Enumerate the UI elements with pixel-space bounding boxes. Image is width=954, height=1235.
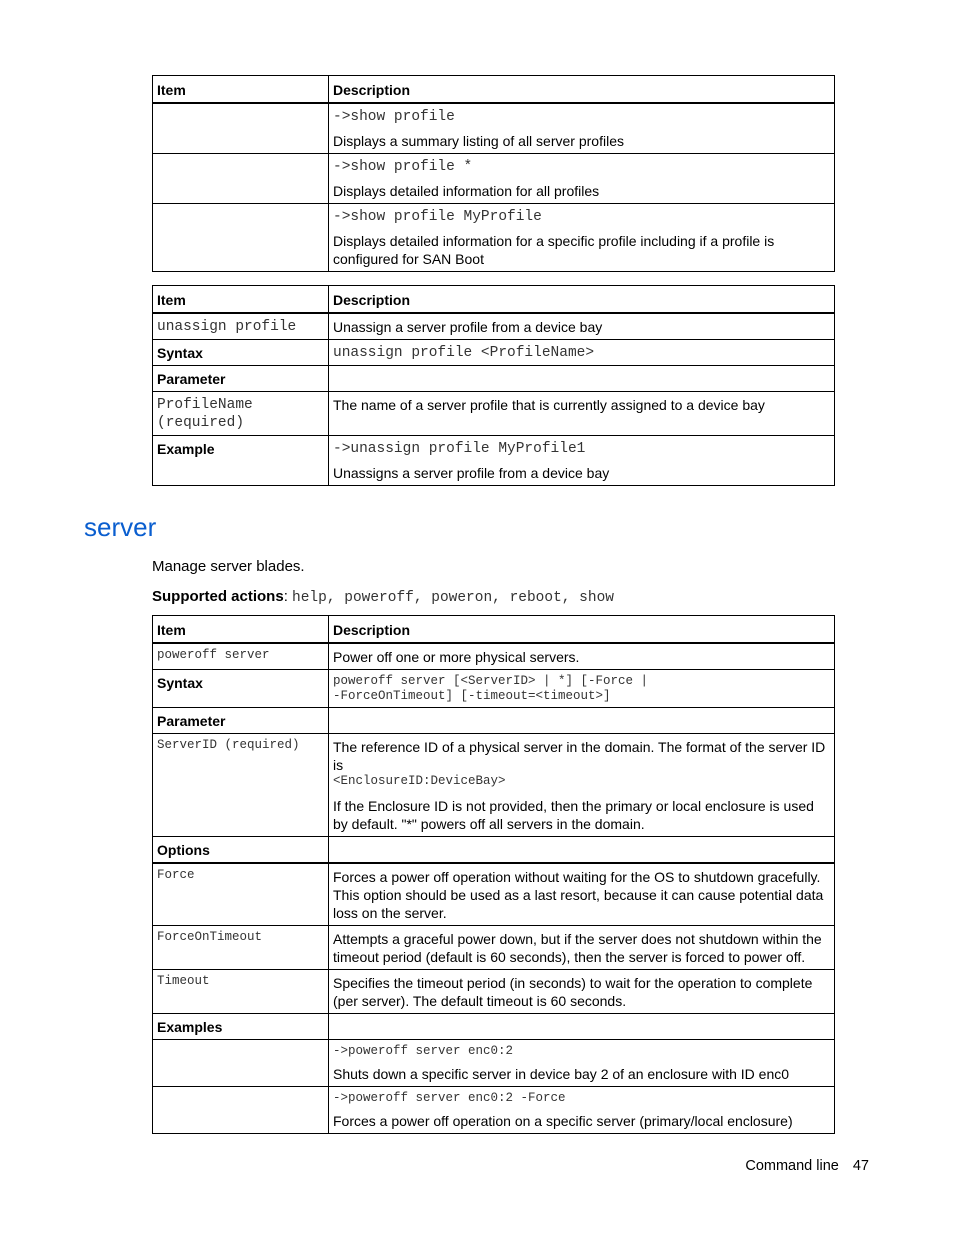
option-description: Forces a power off operation without waiting for the OS to shutdown gracefully. This option should be used as a last resort, because it can cause potential data loss on the server. [329, 863, 835, 926]
example-command: ->show profile [333, 109, 455, 125]
header-item: Item [153, 616, 329, 644]
syntax-value: unassign profile <ProfileName> [329, 340, 835, 366]
example-label: Example [153, 436, 329, 486]
example-description: Shuts down a specific server in device bay 2 of an enclosure with ID enc0 [333, 1066, 790, 1082]
header-description: Description [329, 286, 835, 314]
option-name: Force [153, 863, 329, 926]
table-row [153, 926, 835, 970]
section-title: server [84, 512, 157, 542]
table-row [153, 670, 835, 708]
command-description: Power off one or more physical servers. [329, 643, 835, 670]
page-number: 47 [852, 1158, 869, 1174]
parameter-format: <EnclosureID:DeviceBay> [333, 774, 506, 788]
option-name: ForceOnTimeout [153, 926, 329, 970]
examples-label: Examples [153, 1014, 329, 1040]
example-command: ->poweroff server enc0:2 [333, 1044, 514, 1058]
table-row [153, 970, 835, 1014]
parameter-description: The name of a server profile that is currently assigned to a device bay [329, 392, 835, 436]
header-description: Description [329, 76, 835, 104]
section-intro: Manage server blades. [152, 558, 305, 575]
options-label: Options [153, 837, 329, 864]
example-description: Displays detailed information for a specific profile including if a profile is configured for SAN Boot [333, 233, 775, 267]
header-item: Item [153, 76, 329, 104]
example-description: Displays detailed information for all profiles [333, 183, 600, 199]
parameter-description: The reference ID of a physical server in the domain. The format of the server ID is [333, 739, 826, 773]
table-row [153, 734, 835, 837]
page-footer [745, 1158, 869, 1174]
option-description: Specifies the timeout period (in seconds) to wait for the operation to complete (per server). The default timeout is 60 seconds. [329, 970, 835, 1014]
supported-actions-list: help, poweroff, poweron, reboot, show [292, 590, 614, 606]
table-row [153, 1087, 835, 1134]
table-row [153, 643, 835, 670]
example-description: Unassigns a server profile from a device bay [333, 465, 610, 481]
syntax-label: Syntax [153, 340, 329, 366]
footer-section: Command line [745, 1158, 839, 1174]
syntax-line: -ForceOnTimeout] [-timeout=<timeout>] [333, 689, 611, 703]
header-description: Description [329, 616, 835, 644]
table-row [153, 103, 835, 154]
table-row [153, 204, 835, 272]
example-command: ->show profile * [333, 159, 473, 175]
example-command: ->poweroff server enc0:2 -Force [333, 1091, 566, 1105]
example-description: Displays a summary listing of all server profiles [333, 133, 624, 149]
table-row [153, 436, 835, 486]
table-row [153, 1040, 835, 1087]
table-row [153, 154, 835, 204]
syntax-label: Syntax [153, 670, 329, 708]
syntax-line: poweroff server [<ServerID> | *] [-Force | [333, 674, 649, 688]
example-command: ->show profile MyProfile [333, 209, 542, 225]
command-description: Unassign a server profile from a device bay [329, 313, 835, 340]
command-name: unassign profile [153, 313, 329, 340]
option-name: Timeout [153, 970, 329, 1014]
header-item: Item [153, 286, 329, 314]
table-row [153, 1014, 835, 1040]
table-row [153, 863, 835, 926]
poweroff-server-table [152, 615, 835, 1134]
table-row [153, 392, 835, 436]
table-row [153, 313, 835, 340]
supported-actions-label: Supported actions [152, 588, 284, 605]
parameter-required: (required) [157, 415, 245, 431]
table-row [153, 837, 835, 864]
table-row [153, 708, 835, 734]
show-profile-examples-table [152, 75, 835, 272]
table-row [153, 340, 835, 366]
supported-actions: Supported actions: help, poweroff, poweron, reboot, show [152, 588, 614, 606]
parameter-label: Parameter [153, 708, 329, 734]
command-name: poweroff server [153, 643, 329, 670]
table-row [153, 366, 835, 392]
example-description: Forces a power off operation on a specific server (primary/local enclosure) [333, 1113, 793, 1129]
parameter-name: ProfileName [157, 397, 253, 413]
parameter-note: If the Enclosure ID is not provided, then the primary or local enclosure is used by default. "*" powers off all servers in the domain. [333, 798, 814, 832]
unassign-profile-table [152, 285, 835, 486]
option-description: Attempts a graceful power down, but if the server does not shutdown within the timeout period (default is 60 seconds), then the server is forced to power off. [329, 926, 835, 970]
parameter-label: Parameter [153, 366, 329, 392]
parameter-name: ServerID (required) [153, 734, 329, 837]
example-command: ->unassign profile MyProfile1 [333, 441, 586, 457]
